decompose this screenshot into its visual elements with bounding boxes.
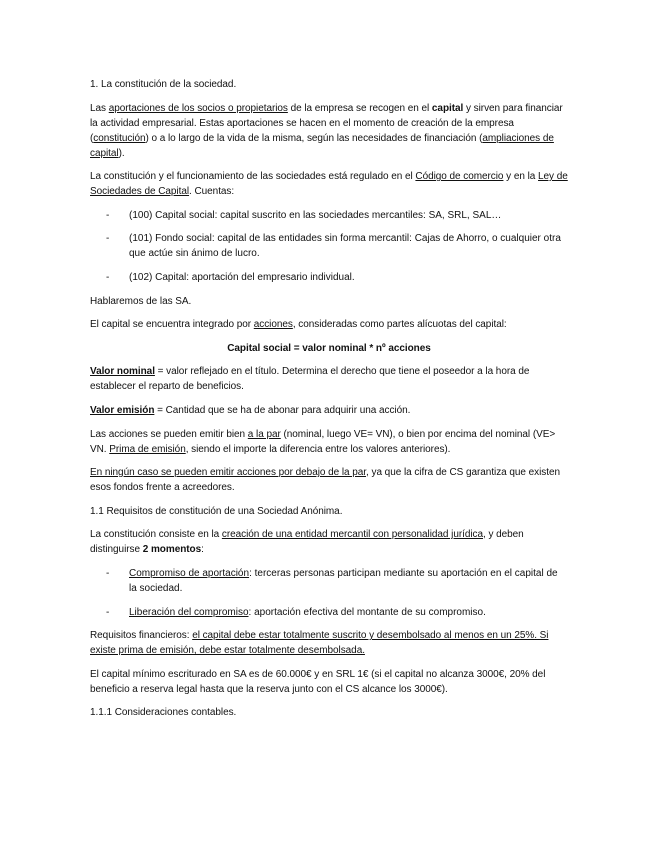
- bold-term: capital: [431, 102, 464, 114]
- list-item: - Liberación del compromiso: aportación efectiva del montante de su compromiso.: [90, 605, 568, 620]
- list-item: - (100) Capital social: capital suscrito en las sociedades mercantiles: SA, SRL, SAL…: [90, 208, 568, 223]
- underlined-term: Liberación del compromiso: [129, 606, 249, 618]
- paragraph-bajo-par: En ningún caso se pueden emitir acciones por debajo de la par, ya que la cifra de CS garantiza que existen esos fondos frente a acreedores.: [90, 467, 561, 494]
- paragraph-acciones: El capital se encuentra integrado por acciones, consideradas como partes alícuotas del capital:: [90, 319, 507, 331]
- underlined-term: Código de comercio: [415, 171, 504, 183]
- list-item: - (101) Fondo social: capital de las entidades sin forma mercantil: Cajas de Ahorro, o cualquier otra que actúe sin ánimo de lucro.: [90, 231, 568, 261]
- capital-formula: Capital social = valor nominal * nº acciones: [227, 342, 431, 354]
- subsection-heading: 1.1 Requisitos de constitución de una Sociedad Anónima.: [90, 505, 343, 517]
- underlined-term: Prima de emisión: [109, 443, 186, 455]
- underlined-term: acciones: [253, 319, 293, 331]
- paragraph-capital-minimo: El capital mínimo escriturado en SA es de 60.000€ y en SRL 1€ (si el capital no alcanza 3000€, 20% del beneficio a reserva legal hasta que la reserva junto con el CS alcance los 3000€).: [90, 668, 546, 695]
- paragraph-regulacion: La constitución y el funcionamiento de las sociedades está regulado en el Código de comercio y en la Ley de Sociedades de Capital. Cuentas:: [90, 171, 568, 198]
- paragraph-valor-nominal: Valor nominal = valor reflejado en el título. Determina el derecho que tiene el poseedor a la hora de establecer el reparto de beneficios.: [90, 366, 530, 393]
- moments-list: [90, 566, 568, 620]
- section-heading: 1. La constitución de la sociedad.: [90, 79, 237, 90]
- underlined-term: constitución: [93, 132, 146, 144]
- list-item: - Compromiso de aportación: terceras personas participan mediante su aportación en el capital de la sociedad.: [90, 566, 568, 596]
- underlined-term: a la par: [247, 428, 281, 440]
- subsubsection-heading: 1.1.1 Consideraciones contables.: [90, 707, 237, 719]
- underlined-term: ampliaciones de capital: [90, 132, 554, 159]
- bold-term: 2 momentos: [142, 544, 202, 556]
- paragraph-constitucion: La constitución consiste en la creación de una entidad mercantil con personalidad jurídica, y deben distinguirse 2 momentos:: [90, 529, 524, 556]
- underlined-term: Ley de Sociedades de Capital: [90, 171, 568, 198]
- underlined-term: Valor emisión: [90, 404, 155, 416]
- underlined-term: creación de una entidad mercantil con personalidad jurídica: [221, 529, 483, 541]
- accounts-list: [90, 208, 568, 285]
- paragraph-emision-acciones: Las acciones se pueden emitir bien a la par (nominal, luego VE= VN), o bien por encima del nominal (VE> VN. Prima de emisión, siendo el importe la diferencia entre los valores anteriores).: [90, 428, 556, 455]
- underlined-term: Compromiso de aportación: [129, 567, 250, 579]
- paragraph-aportaciones: Las aportaciones de los socios o propietarios de la empresa se recogen en el capital y sirven para financiar la actividad empresarial. Estas aportaciones se hacen en el momento de creación de la empresa (constitución) o a lo largo de la vida de la misma, según las necesidades de financiación (ampliaciones de capital).: [90, 102, 563, 159]
- underlined-term: aportaciones de los socios o propietarios: [108, 102, 288, 114]
- underlined-term: el capital debe estar totalmente suscrito y desembolsado al menos en un 25%. Si existe prima de emisión, debe estar totalmente desembolsada.: [90, 630, 549, 657]
- document-page: [90, 77, 568, 729]
- paragraph-hablaremos: Hablaremos de las SA.: [90, 295, 192, 307]
- list-item: - (102) Capital: aportación del empresario individual.: [90, 270, 568, 285]
- paragraph-valor-emision: Valor emisión = Cantidad que se ha de abonar para adquirir una acción.: [90, 404, 411, 416]
- underlined-term: En ningún caso se pueden emitir acciones por debajo de la par: [90, 467, 367, 479]
- paragraph-requisitos-financieros: Requisitos financieros: el capital debe estar totalmente suscrito y desembolsado al menos en un 25%. Si existe prima de emisión, debe estar totalmente desembolsada.: [90, 630, 549, 657]
- underlined-term: Valor nominal: [90, 366, 155, 378]
